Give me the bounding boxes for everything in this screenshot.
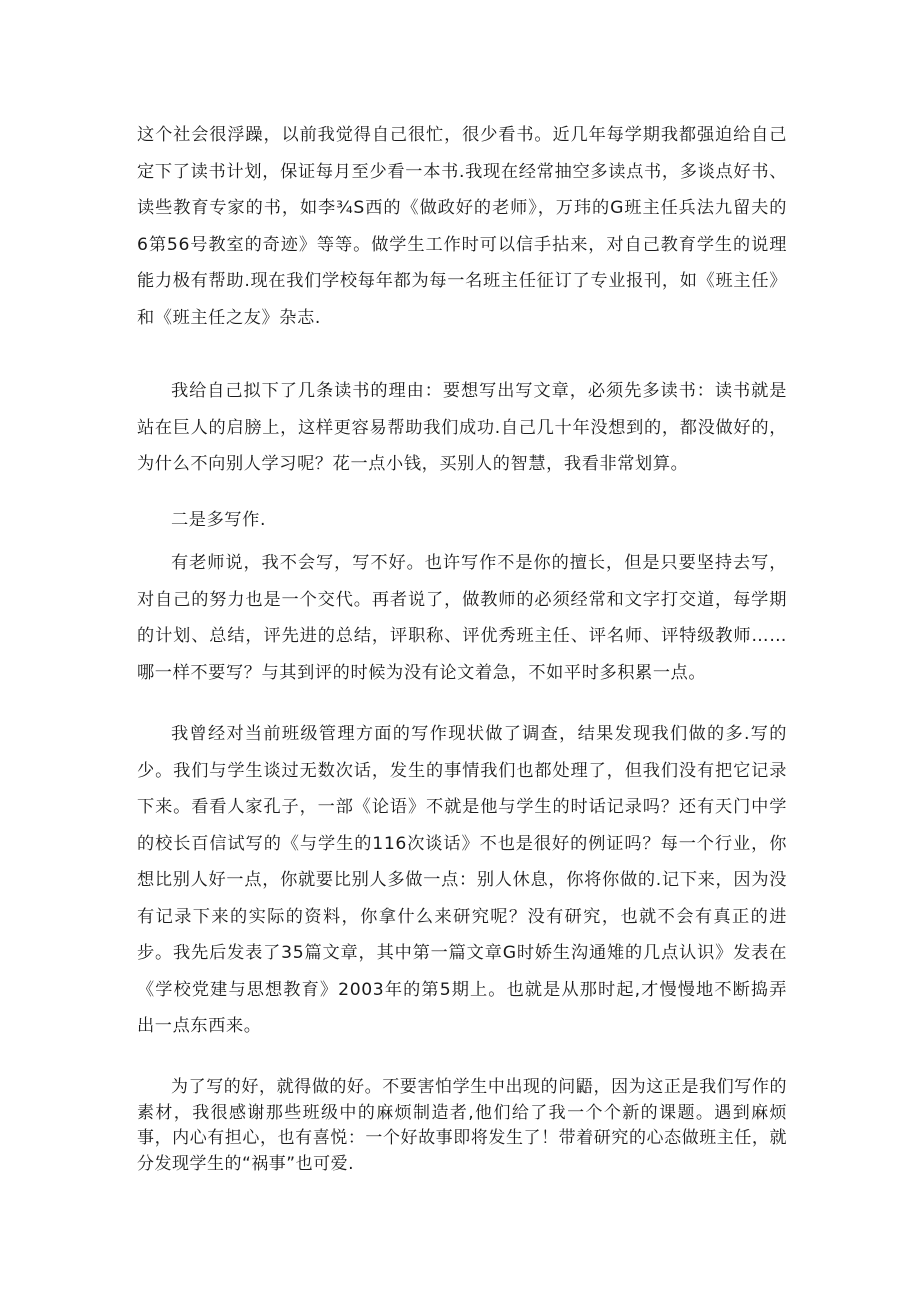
paragraph-writing-advice: 有老师说，我不会写，写不好。也许写作不是你的擅长，但是只要坚持去写，对自己的努力也是一个交代。再者说了，做教师的必须经常和文字打交道，每学期的计划、总结，评先进的总结，评职称、评优秀班主任、评名师、评特级教师……哪一样不要写？与其到评的时候为没有论文着急，不如平时多积累一点。 <box>137 553 787 683</box>
paragraph-reading-plan: 这个社会很浮躁，以前我觉得自己很忙，很少看书。近几年每学期我都强迫给自己定下了读书计划，保证每月至少看一本书.我现在经常抽空多读点书，多谈点好书、读些教育专家的书，如李¾S西的《做政好的老师》，万玮的G班主任兵法九留夫的6第56号教室的奇迹》等等。做学生工作时可以信手拈来，对自己教育学生的说理能力极有帮助.现在我们学校每年都为每一名班主任征订了专业报刊，如《班主任》和《班主任之友》杂志. <box>137 125 787 328</box>
paragraph-reading-reasons: 我给自己拟下了几条读书的理由：要想写出写文章，必须先多读书：读书就是站在巨人的启膀上，这样更容易帮助我们成功.自己几十年没想到的，都没做好的，为什么不向别人学习呢？花一点小钱，买别人的智慧，我看非常划算。 <box>137 381 787 474</box>
paragraph-section-heading: 二是多写作. <box>171 510 267 530</box>
paragraph-write-well: 为了写的好，就得做的好。不要害怕学生中出现的问鼯，因为这正是我们写作的素材，我很感谢那些班级中的麻烦制造者,他们给了我一个个新的课题。遇到麻烦事，内心有担心，也有喜悦：一个好故事即将发生了！带着研究的心态做班主任，就分发现学生的“祸事”也可爱. <box>137 1077 787 1174</box>
paragraph-writing-survey: 我曾经对当前班级管理方面的写作现状做了调查，结果发现我们做的多.写的少。我们与学生谈过无数次话，发生的事情我们也都处理了，但我们没有把它记录下来。看看人家孔子，一部《论语》不就是他与学生的时话记录吗？还有天门中学的校长百信试写的《与学生的116次谈话》不也是很好的例证吗？每一个行业，你想比别人好一点，你就要比别人多做一点：别人休息，你将你做的.记下来，因为没有记录下来的实际的资料，你拿什么来研究呢？没有研究，也就不会有真正的进步。我先后发表了35篇文章，其中第一篇文章G时娇生沟通雉的几点认识》发表在《学校党建与思想教育》2003年的第5期上。也就是从那时起,才慢慢地不断捣弄出一点东西来。 <box>137 724 787 1036</box>
